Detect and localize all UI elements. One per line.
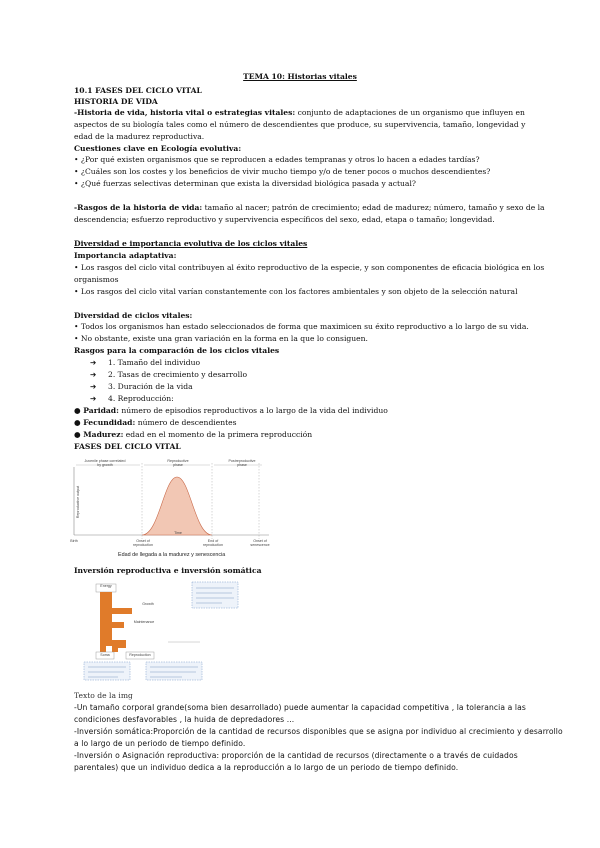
compare-heading: Rasgos para la comparación de los ciclos vitales — [74, 346, 280, 355]
postreproductive-phase-label: Postreproductive phase — [228, 459, 256, 467]
soma-label: Soma — [100, 653, 110, 657]
questions-heading: Cuestiones clave en Ecología evolutiva: — [74, 144, 242, 153]
img-text-line: parentales) que un individuo dedica a la reproducción a lo largo de un periodo de tiempo definido. — [74, 763, 459, 772]
adaptive-line: organismos — [74, 275, 119, 284]
tick-onset-senescence: Onset of senescence — [250, 539, 270, 547]
adaptive-line: • Los rasgos del ciclo vital varían constantemente con los factores ambientales y son objeto de la selección natural — [74, 287, 518, 296]
definition-text: conjunto de adaptaciones de un organismo que influyen en — [295, 108, 525, 117]
bullet-fecundidad: ● Fecundidad: número de descendientes — [74, 418, 237, 427]
investment-heading: Inversión reproductiva e inversión somática — [74, 566, 262, 575]
diversity-heading: Diversidad e importancia evolutiva de los ciclos vitales — [74, 239, 308, 248]
compare-item: ➔ 2. Tasas de crecimiento y desarrollo — [90, 370, 248, 379]
juvenile-phase-label: Juvenile phase correlated by growth — [84, 459, 126, 467]
x-axis-label: Time — [174, 531, 182, 535]
bullet-madurez: ● Madurez: edad en el momento de la primera reproducción — [74, 430, 313, 439]
compare-item: ➔ 3. Duración de la vida — [90, 382, 193, 391]
compare-item: ➔ 1. Tamaño del individuo — [90, 358, 201, 367]
traits-line — [74, 203, 545, 213]
page-title: TEMA 10: Historias vitales — [243, 72, 357, 81]
y-axis-label: Reproductive output — [76, 485, 80, 519]
adaptive-heading: Importancia adaptativa: — [74, 251, 177, 260]
img-text-line: -Inversión o Asignación reproductiva: proporción de la cantidad de recursos (directamente o a través de cuidados — [74, 751, 518, 760]
cycles-line: • No obstante, existe una gran variación en la forma en la que lo consiguen. — [74, 334, 368, 343]
growth-label: Growth — [142, 602, 154, 606]
question-item: • ¿Cuáles son los costes y los beneficios de vivir mucho tiempo y/o de tener pocos o muchos descendientes? — [74, 167, 491, 176]
subsection-heading: HISTORIA DE VIDA — [74, 97, 158, 106]
img-text-line: -Un tamaño corporal grande(soma bien desarrollado) puede aumentar la capacidad competitiva , la tolerancia a las — [74, 703, 526, 712]
compare-item: ➔ 4. Reproducción: — [90, 394, 174, 403]
img-text-heading: Texto de la img — [74, 691, 133, 700]
investment-figure — [82, 578, 242, 682]
phases-heading: FASES DEL CICLO VITAL — [74, 442, 181, 451]
adaptive-line: • Los rasgos del ciclo vital contribuyen al éxito reproductivo de la especie, y son componentes de eficacia biológica en los — [74, 263, 545, 272]
phase-figure-caption: Edad de llegada a la madurez y senescencia — [118, 552, 226, 558]
question-item: • ¿Qué fuerzas selectivas determinan que exista la diversidad biológica pasada y actual? — [74, 179, 416, 188]
reproductive-output-curve — [142, 477, 212, 535]
tick-onset-reproduction: Onset of reproduction — [133, 539, 153, 547]
img-text-line: a lo largo de un periodo de tiempo definido. — [74, 739, 246, 748]
bullet-paridad: ● Paridad: número de episodios reproductivos a lo largo de la vida del individuo — [74, 406, 388, 415]
definition-line: edad de la madurez reproductiva. — [74, 132, 205, 141]
maintenance-label: Maintenance — [133, 620, 155, 624]
reproduction-label: Reproduction — [129, 653, 151, 657]
definition-line — [74, 108, 525, 118]
life-cycle-figure — [64, 455, 284, 565]
tick-end-reproduction: End of reproduction — [203, 539, 223, 547]
reproductive-phase-label: Reproductive phase — [167, 459, 189, 467]
cycles-heading: Diversidad de ciclos vitales: — [74, 311, 193, 320]
traits-text: tamaño al nacer; patrón de crecimiento; edad de madurez; número, tamaño y sexo de la — [202, 203, 545, 212]
question-item: • ¿Por qué existen organismos que se reproducen a edades tempranas y otros lo hacen a edades tardías? — [74, 155, 480, 164]
traits-line: descendencia; esfuerzo reproductivo y supervivencia específicos del sexo, edad, etapa o tamaño; longevidad. — [74, 215, 495, 224]
cycles-line: • Todos los organismos han estado seleccionados de forma que maximicen su éxito reproductivo a lo largo de su vida. — [74, 322, 529, 331]
img-text-line: condiciones desfavorables , la huida de depredadores ... — [74, 715, 295, 724]
definition-term: -Historia de vida, historia vital o estrategias vitales: — [74, 108, 296, 117]
tick-birth: Birth — [70, 539, 78, 543]
traits-term: -Rasgos de la historia de vida: — [74, 203, 203, 212]
energy-label: Energy — [100, 584, 112, 588]
definition-line: aspectos de su biología tales como el número de descendientes que produce, su supervivencia, tamaño, longevidad y — [74, 120, 526, 129]
img-text-line: -Inversión somática:Proporción de la cantidad de recursos disponibles que se asigna por individuo al crecimiento y desarrollo — [74, 727, 563, 736]
section-heading: 10.1 FASES DEL CICLO VITAL — [74, 86, 202, 95]
